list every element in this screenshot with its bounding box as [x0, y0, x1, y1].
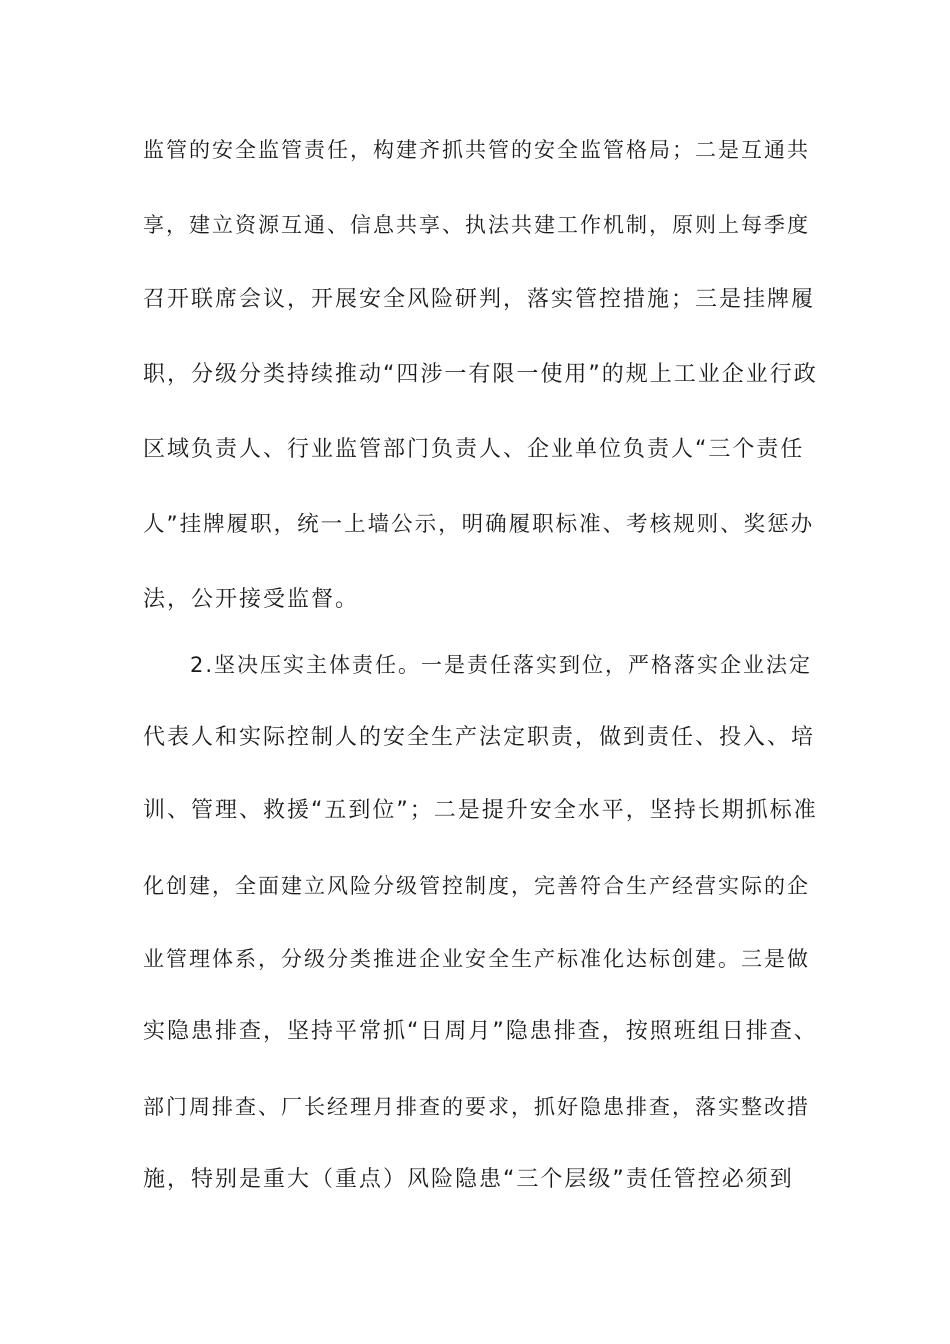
text-line: 施，特别是重大（重点）风险隐患“三个层级”责任管控必须到 — [143, 1167, 794, 1192]
text-line: 实隐患排查，坚持平常抓“日周月”隐患排查，按照班组日排查、 — [143, 1019, 818, 1044]
text-line: 职，分级分类持续推动“四涉一有限一使用”的规上工业企业行政 — [143, 362, 818, 387]
text-line: 部门周排查、厂长经理月排查的要求，抓好隐患排查，落实整改措 — [143, 1095, 810, 1119]
text-line: 法，公开接受监督。 — [143, 587, 360, 612]
text-line: 业管理体系，分级分类推进企业安全生产标准化达标创建。三是做 — [143, 947, 810, 971]
text-line: 化创建，全面建立风险分级管控制度，完善符合生产经营实际的企 — [143, 874, 810, 898]
paragraph-first-line: 2.坚决压实主体责任。一是责任落实到位，严格落实企业法定 — [190, 653, 813, 677]
text-line: 召开联席会议，开展安全风险研判，落实管控措施；三是挂牌履 — [143, 287, 816, 312]
text-line: 监管的安全监管责任，构建齐抓共管的安全监管格局；二是互通共 — [143, 138, 810, 162]
text-line: 享，建立资源互通、信息共享、执法共建工作机制，原则上每季度 — [143, 213, 810, 237]
text-line: 代表人和实际控制人的安全生产法定职责，做到责任、投入、培 — [143, 725, 816, 750]
text-line: 训、管理、救援“五到位”；二是提升安全水平，坚持长期抓标准 — [143, 798, 818, 823]
text-line: 区域负责人、行业监管部门负责人、企业单位负责人“三个责任 — [143, 437, 805, 462]
text-line: 人”挂牌履职，统一上墙公示，明确履职标准、考核规则、奖惩办 — [143, 512, 815, 537]
